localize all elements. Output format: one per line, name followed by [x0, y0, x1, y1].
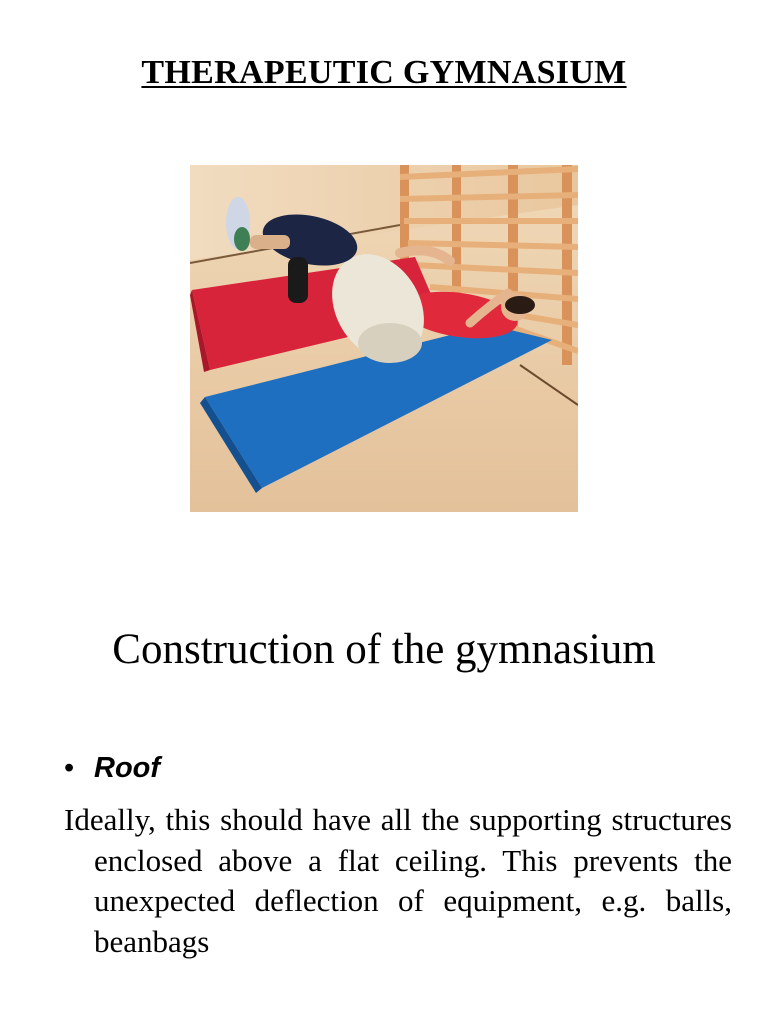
bullet-label: Roof [94, 752, 161, 784]
bullet-item-roof [64, 748, 160, 788]
body-paragraph: Ideally, this should have all the supporting structures enclosed above a flat ceiling. This prevents the unexpected deflection of equipment, e.g. balls, beanbags [64, 802, 732, 959]
bullet-icon: • [64, 752, 75, 784]
gym-exercise-photo [190, 165, 578, 512]
section-heading: Construction of the gymnasium [112, 626, 656, 673]
document-title: THERAPEUTIC GYMNASIUM [141, 54, 627, 91]
